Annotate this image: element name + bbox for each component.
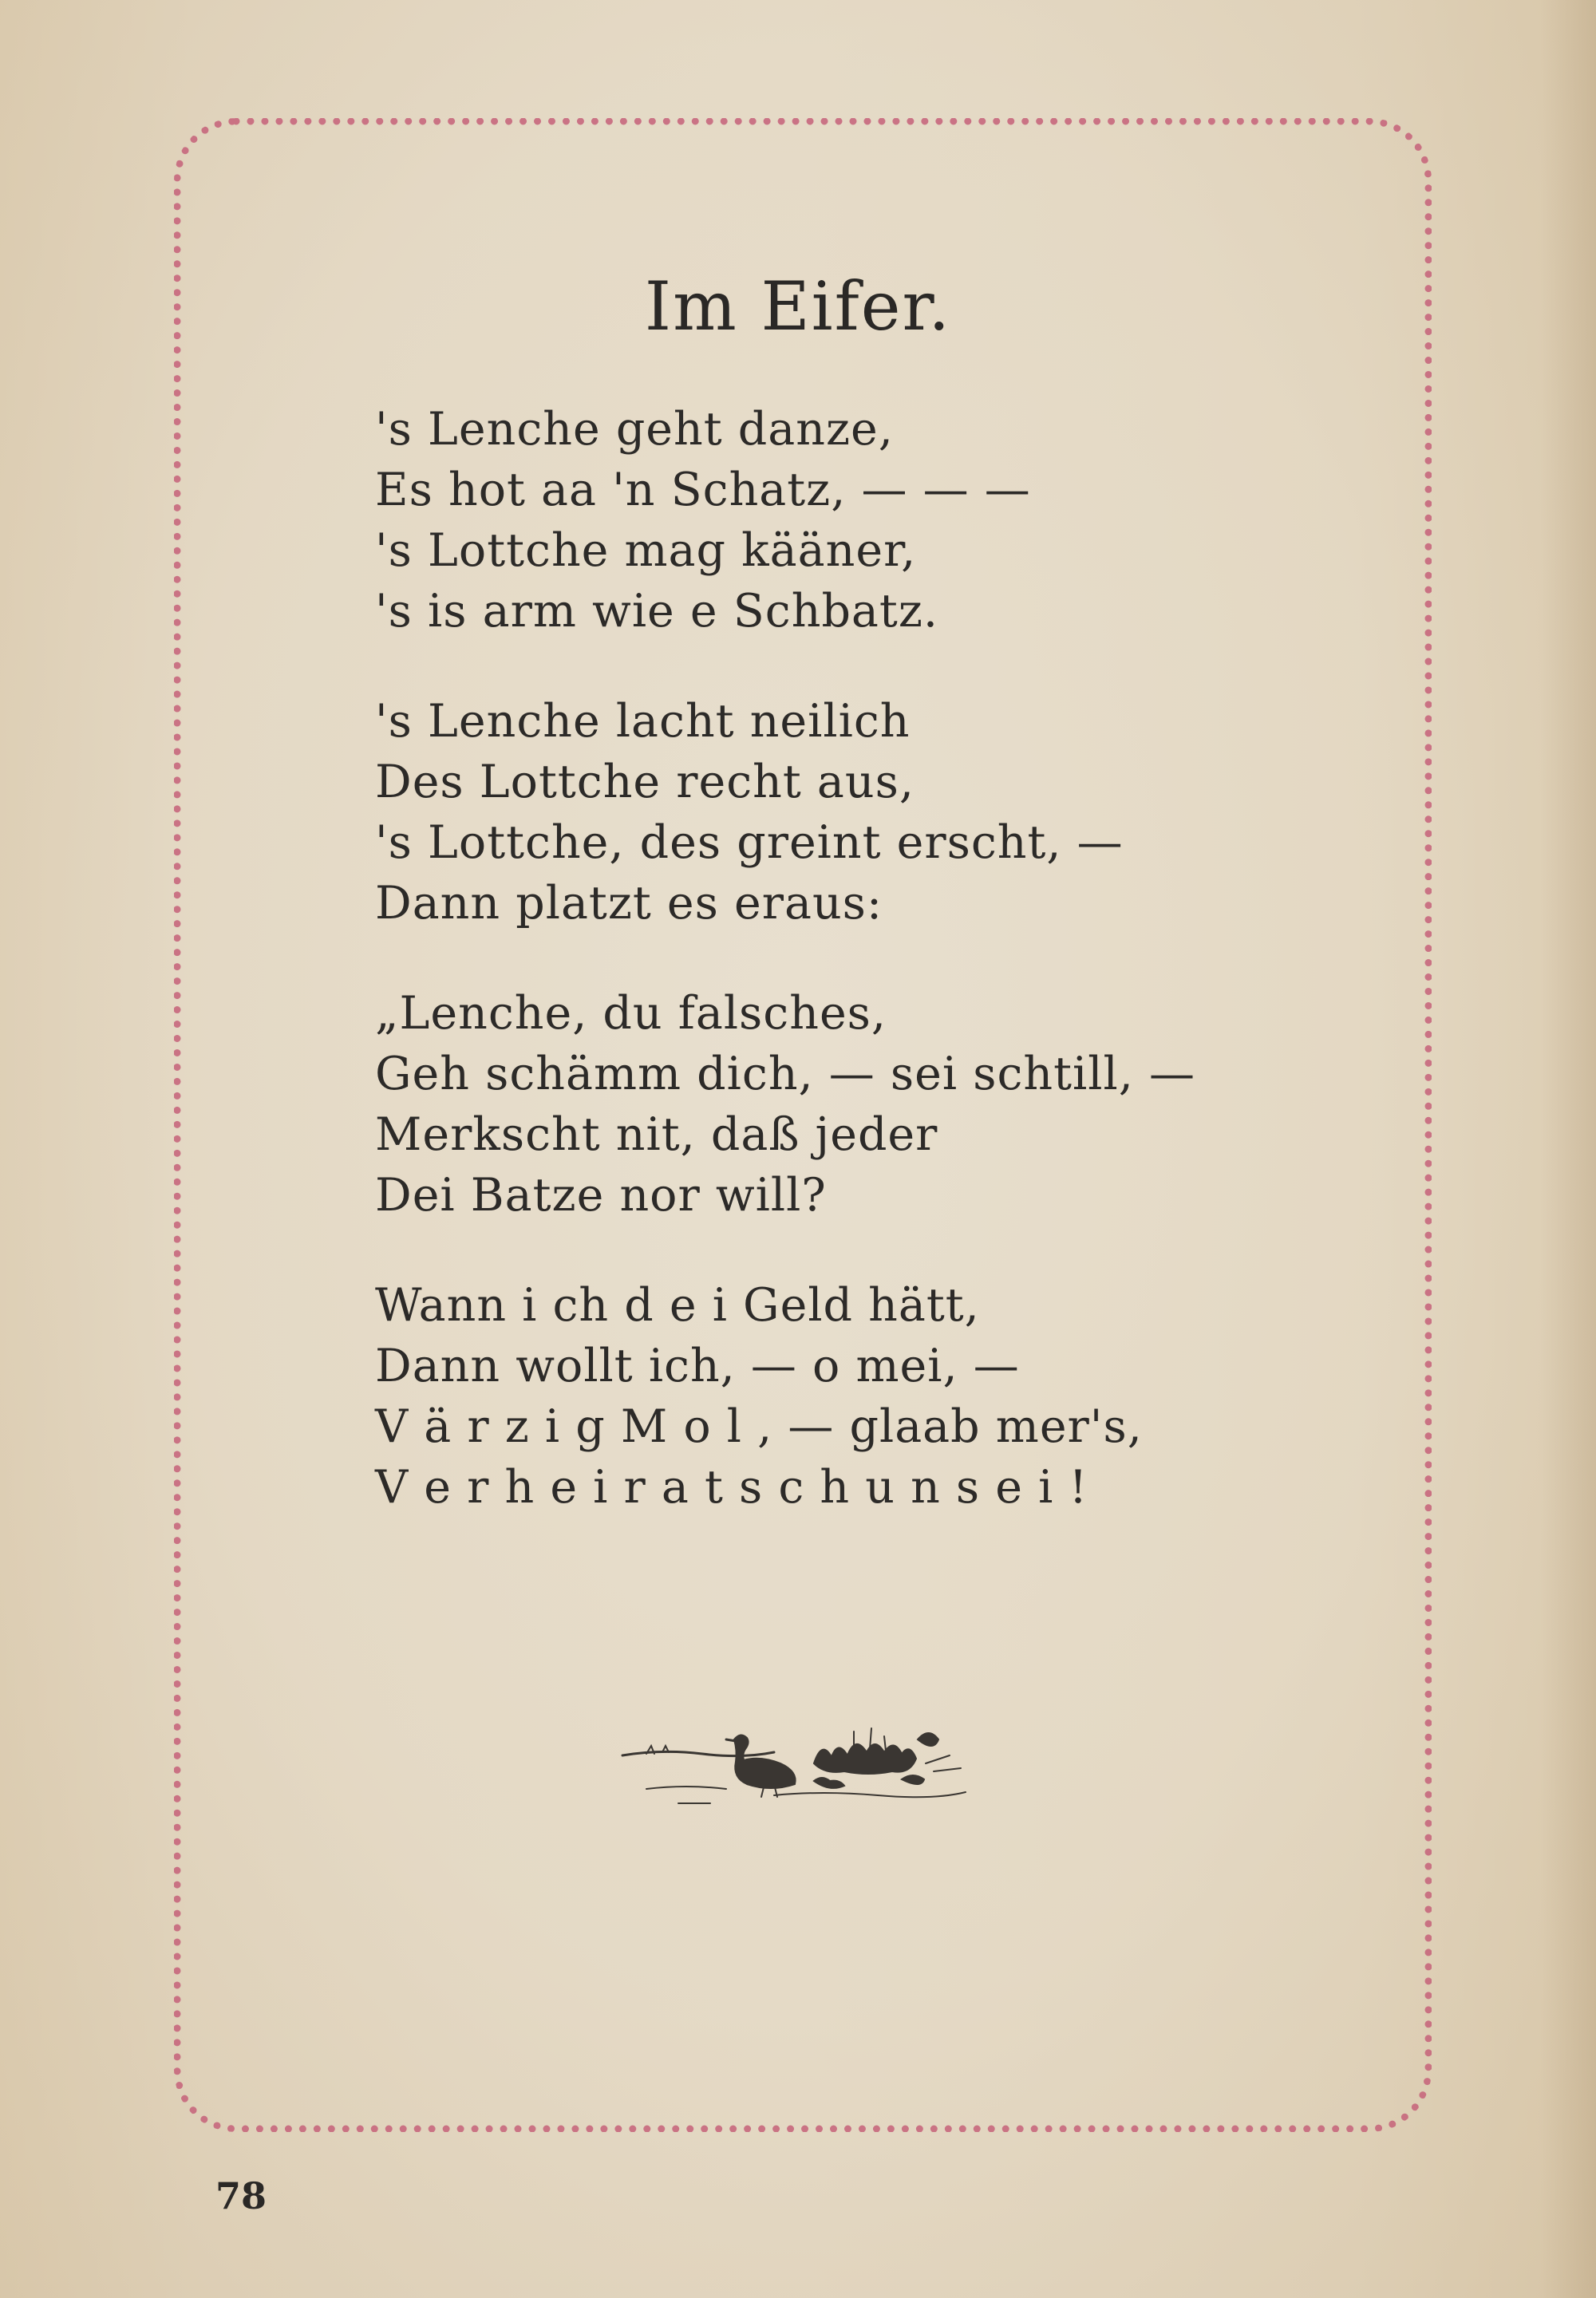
poem-line: V e r h e i r a t s c h u n s e i ! [375, 1461, 1088, 1514]
stanza-1 [375, 399, 1301, 642]
poem-line: Des Lottche recht aus, [375, 756, 915, 808]
poem-line: Merkscht nit, daß jeder [375, 1108, 938, 1161]
poem-line: 's Lenche geht danze, [375, 403, 894, 456]
goose-vignette-icon [614, 1716, 982, 1819]
stanza-3 [375, 983, 1301, 1226]
stanza-4 [375, 1275, 1301, 1518]
poem-title: Im Eifer. [644, 267, 952, 345]
poem-line: Es hot aa 'n Schatz, — — — [375, 464, 1031, 516]
poem-line: Dei Batze nor will? [375, 1169, 827, 1222]
poem-line: 's is arm wie e Schbatz. [375, 585, 938, 638]
poem-line: Wann i ch d e i Geld hätt, [375, 1279, 980, 1332]
poem-line: 's Lenche lacht neilich [375, 695, 911, 748]
poem-body [375, 399, 1301, 1567]
poem-line: „Lenche, du falsches, [375, 987, 887, 1040]
poem-line: 's Lottche, des greint erscht, — [375, 816, 1124, 869]
stanza-2 [375, 691, 1301, 934]
poem-line: Geh schämm dich, — sei schtill, — [375, 1048, 1195, 1100]
poem-line: V ä r z i g M o l , — glaab mer's, [375, 1400, 1143, 1453]
poem-line: Dann platzt es eraus: [375, 877, 883, 930]
poem-line: 's Lottche mag kääner, [375, 524, 917, 577]
page-number: 78 [215, 2174, 267, 2217]
poem-line: Dann wollt ich, — o mei, — [375, 1340, 1020, 1392]
